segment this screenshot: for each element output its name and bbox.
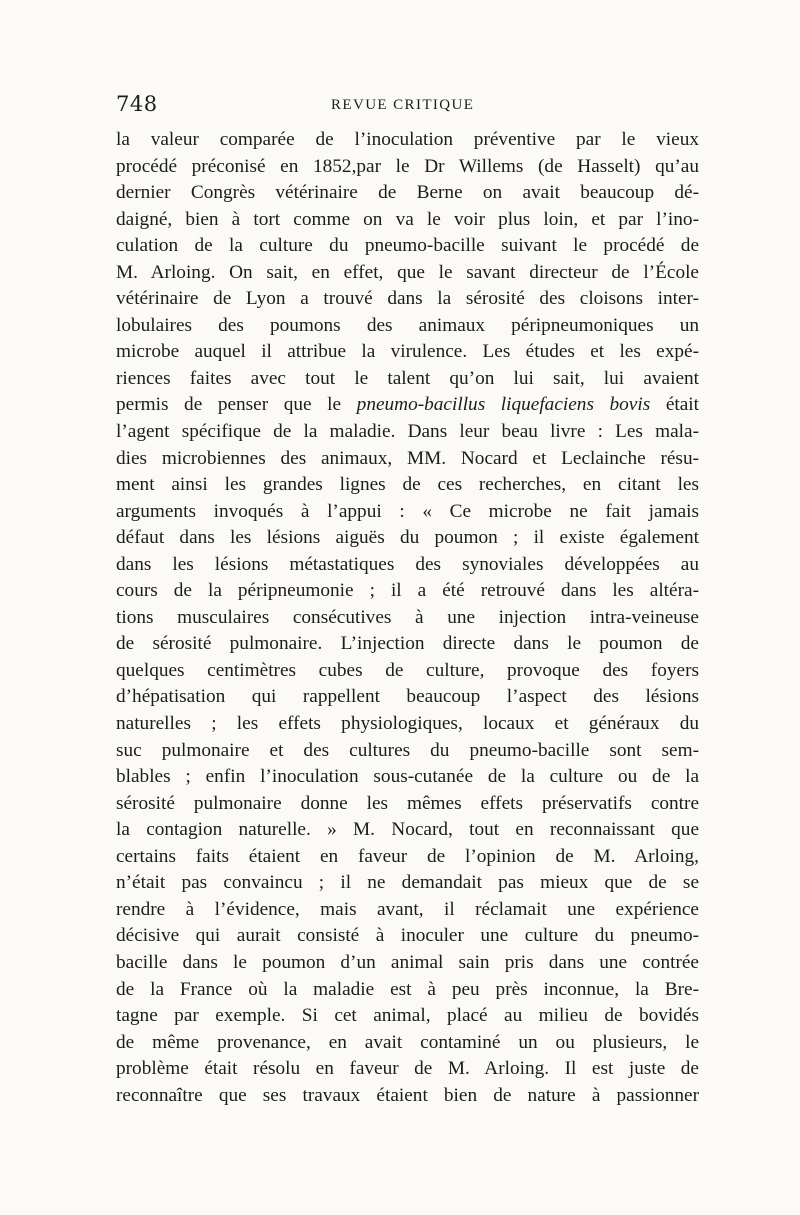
- text-line: daigné, bien à tort comme on va le voir plus loin, et par l’ino-: [116, 208, 699, 230]
- running-title: REVUE CRITIQUE: [331, 97, 475, 113]
- text-line: dies microbiennes des animaux, MM. Nocard et Leclainche résu-: [116, 447, 699, 469]
- page-number: 748: [116, 92, 158, 116]
- text-line: de sérosité pulmonaire. L’injection directe dans le poumon de: [116, 633, 699, 655]
- text-line: naturelles ; les effets physiologiques, locaux et généraux du: [116, 713, 699, 735]
- text-line: défaut dans les lésions aiguës du poumon ; il existe également: [116, 527, 699, 549]
- text-line: certains faits étaient en faveur de l’opinion de M. Arloing,: [116, 845, 699, 867]
- text-line: de même provenance, en avait contaminé un ou plusieurs, le: [116, 1031, 699, 1053]
- text-line: vétérinaire de Lyon a trouvé dans la sérosité des cloisons inter-: [116, 288, 699, 310]
- body-text: [116, 127, 699, 1109]
- text-line: d’hépatisation qui rappellent beaucoup l’aspect des lésions: [116, 686, 699, 708]
- text-line: de la France où la maladie est à peu près inconnue, la Bre-: [116, 978, 699, 1000]
- italic-phrase: pneumo-bacillus liquefaciens bovis: [356, 394, 651, 416]
- text-line: dans les lésions métastatiques des synoviales développées au: [116, 553, 699, 575]
- text-line: n’était pas convaincu ; il ne demandait pas mieux que de se: [116, 872, 699, 894]
- text-line: M. Arloing. On sait, en effet, que le savant directeur de l’École: [116, 261, 699, 283]
- text-line: lobulaires des poumons des animaux péripneumoniques un: [116, 314, 699, 336]
- text-line: la valeur comparée de l’inoculation préventive par le vieux: [116, 129, 699, 150]
- text-line: reconnaître que ses travaux étaient bien de nature à passionner: [116, 1084, 699, 1106]
- text-line: riences faites avec tout le talent qu’on lui sait, lui avaient: [116, 367, 699, 389]
- text-line: bacille dans le poumon d’un animal sain pris dans une contrée: [116, 951, 699, 973]
- text-line: ment ainsi les grandes lignes de ces recherches, en citant les: [116, 474, 699, 496]
- text-line: suc pulmonaire et des cultures du pneumo-bacille sont sem-: [116, 739, 699, 761]
- text-line: tagne par exemple. Si cet animal, placé au milieu de bovidés: [116, 1005, 699, 1027]
- text-line: rendre à l’évidence, mais avant, il réclamait une expérience: [116, 898, 699, 920]
- text-line: tions musculaires consécutives à une injection intra-veineuse: [116, 606, 699, 628]
- text-line: microbe auquel il attribue la virulence. Les études et les expé-: [116, 341, 699, 363]
- text-line: quelques centimètres cubes de culture, provoque des foyers: [116, 659, 699, 681]
- text-line: culation de la culture du pneumo-bacille suivant le procédé de: [116, 235, 699, 257]
- text-line: dernier Congrès vétérinaire de Berne on avait beaucoup dé-: [116, 182, 699, 204]
- text-line: arguments invoqués à l’appui : « Ce microbe ne fait jamais: [116, 500, 699, 522]
- text-line: problème était résolu en faveur de M. Arloing. Il est juste de: [116, 1058, 699, 1080]
- text-line: permis de penser que le pneumo-bacillus liquefaciens bovis était: [116, 394, 699, 416]
- text-line: la contagion naturelle. » M. Nocard, tout en reconnaissant que: [116, 819, 699, 841]
- text-line: décisive qui aurait consisté à inoculer une culture du pneumo-: [116, 925, 699, 947]
- text-line: sérosité pulmonaire donne les mêmes effets préservatifs contre: [116, 792, 699, 814]
- text-line: blables ; enfin l’inoculation sous-cutanée de la culture ou de la: [116, 766, 699, 788]
- text-line: l’agent spécifique de la maladie. Dans leur beau livre : Les mala-: [116, 421, 699, 443]
- text-line: cours de la péripneumonie ; il a été retrouvé dans les altéra-: [116, 580, 699, 602]
- text-line: procédé préconisé en 1852,par le Dr Willems (de Hasselt) qu’au: [116, 155, 699, 177]
